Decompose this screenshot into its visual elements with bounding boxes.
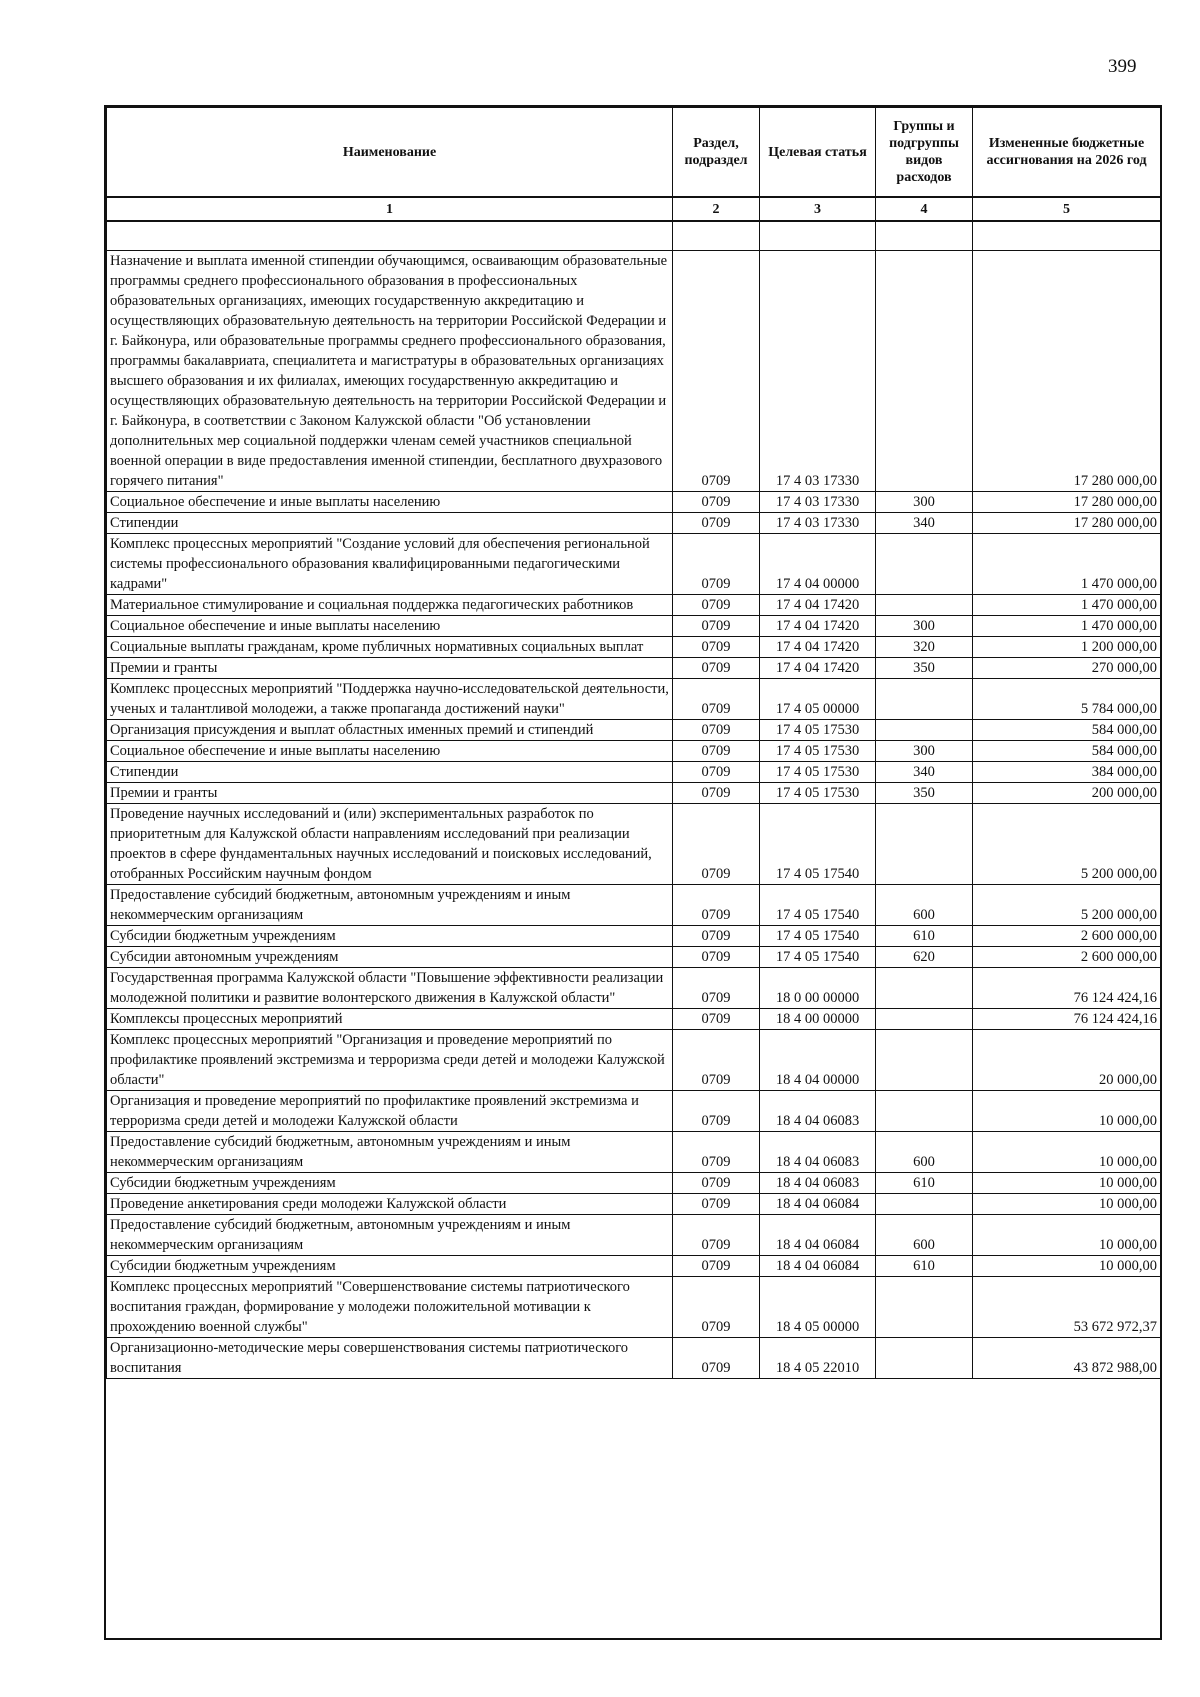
row-article: 17 4 05 17530 bbox=[760, 762, 876, 783]
row-name: Комплекс процессных мероприятий "Поддержка научно-исследовательской деятельности, ученых и талантливой молодежи, а также пропаганда достижений науки" bbox=[107, 679, 673, 720]
row-section: 0709 bbox=[673, 1091, 760, 1132]
header-name: Наименование bbox=[107, 108, 673, 198]
row-article: 18 4 04 06083 bbox=[760, 1091, 876, 1132]
row-amount: 2 600 000,00 bbox=[973, 947, 1161, 968]
row-group bbox=[876, 1194, 973, 1215]
row-section: 0709 bbox=[673, 1215, 760, 1256]
row-name: Материальное стимулирование и социальная поддержка педагогических работников bbox=[107, 595, 673, 616]
row-name: Комплекс процессных мероприятий "Совершенствование системы патриотического воспитания граждан, формирование у молодежи положительной мотивации к прохождению военной службы" bbox=[107, 1277, 673, 1338]
row-amount: 17 280 000,00 bbox=[973, 251, 1161, 492]
column-number: 4 bbox=[876, 197, 973, 221]
row-group bbox=[876, 720, 973, 741]
spacer-row bbox=[107, 221, 1161, 251]
row-article: 17 4 05 17530 bbox=[760, 783, 876, 804]
table-row bbox=[107, 783, 1161, 804]
column-number: 3 bbox=[760, 197, 876, 221]
row-section: 0709 bbox=[673, 1132, 760, 1173]
row-section: 0709 bbox=[673, 1030, 760, 1091]
table-row bbox=[107, 947, 1161, 968]
row-article: 17 4 05 17540 bbox=[760, 804, 876, 885]
row-amount: 10 000,00 bbox=[973, 1194, 1161, 1215]
row-name: Предоставление субсидий бюджетным, автономным учреждениям и иным некоммерческим организациям bbox=[107, 885, 673, 926]
table-row bbox=[107, 1338, 1161, 1379]
table-row bbox=[107, 1256, 1161, 1277]
row-amount: 1 200 000,00 bbox=[973, 637, 1161, 658]
row-article: 17 4 05 17540 bbox=[760, 947, 876, 968]
table-row bbox=[107, 1277, 1161, 1338]
row-group bbox=[876, 804, 973, 885]
row-article: 17 4 05 00000 bbox=[760, 679, 876, 720]
row-article: 17 4 03 17330 bbox=[760, 513, 876, 534]
row-section: 0709 bbox=[673, 720, 760, 741]
budget-table-frame bbox=[104, 105, 1162, 1640]
row-section: 0709 bbox=[673, 804, 760, 885]
row-section: 0709 bbox=[673, 947, 760, 968]
row-name: Субсидии автономным учреждениям bbox=[107, 947, 673, 968]
row-name: Проведение анкетирования среди молодежи Калужской области bbox=[107, 1194, 673, 1215]
row-group: 620 bbox=[876, 947, 973, 968]
row-group bbox=[876, 679, 973, 720]
row-amount: 76 124 424,16 bbox=[973, 968, 1161, 1009]
row-article: 18 4 04 06084 bbox=[760, 1215, 876, 1256]
row-article: 18 4 04 06083 bbox=[760, 1132, 876, 1173]
row-amount: 43 872 988,00 bbox=[973, 1338, 1161, 1379]
row-amount: 384 000,00 bbox=[973, 762, 1161, 783]
row-group bbox=[876, 1030, 973, 1091]
row-amount: 10 000,00 bbox=[973, 1173, 1161, 1194]
row-section: 0709 bbox=[673, 1009, 760, 1030]
row-section: 0709 bbox=[673, 1194, 760, 1215]
row-group: 610 bbox=[876, 1173, 973, 1194]
row-amount: 5 200 000,00 bbox=[973, 804, 1161, 885]
table-row bbox=[107, 616, 1161, 637]
row-name: Организация и проведение мероприятий по профилактике проявлений экстремизма и терроризма среди детей и молодежи Калужской области bbox=[107, 1091, 673, 1132]
row-group: 600 bbox=[876, 885, 973, 926]
row-section: 0709 bbox=[673, 595, 760, 616]
page-number: 399 bbox=[1108, 56, 1137, 77]
row-name: Социальное обеспечение и иные выплаты населению bbox=[107, 492, 673, 513]
table-row bbox=[107, 637, 1161, 658]
row-group: 340 bbox=[876, 762, 973, 783]
table-row bbox=[107, 885, 1161, 926]
row-article: 17 4 03 17330 bbox=[760, 251, 876, 492]
row-group bbox=[876, 1009, 973, 1030]
table-row bbox=[107, 1009, 1161, 1030]
row-group bbox=[876, 534, 973, 595]
table-row bbox=[107, 1173, 1161, 1194]
row-article: 18 0 00 00000 bbox=[760, 968, 876, 1009]
header-row bbox=[107, 108, 1161, 198]
row-article: 18 4 00 00000 bbox=[760, 1009, 876, 1030]
row-section: 0709 bbox=[673, 658, 760, 679]
row-name: Социальное обеспечение и иные выплаты населению bbox=[107, 741, 673, 762]
row-section: 0709 bbox=[673, 616, 760, 637]
table-row bbox=[107, 1030, 1161, 1091]
table-row bbox=[107, 595, 1161, 616]
row-name: Стипендии bbox=[107, 762, 673, 783]
row-article: 17 4 04 00000 bbox=[760, 534, 876, 595]
row-name: Государственная программа Калужской области "Повышение эффективности реализации молодежной политики и развитие волонтерского движения в Калужской области" bbox=[107, 968, 673, 1009]
row-group: 320 bbox=[876, 637, 973, 658]
row-article: 17 4 04 17420 bbox=[760, 637, 876, 658]
row-amount: 20 000,00 bbox=[973, 1030, 1161, 1091]
row-article: 17 4 05 17540 bbox=[760, 926, 876, 947]
header-groups: Группы и подгруппы видов расходов bbox=[876, 108, 973, 198]
header-section: Раздел, подраздел bbox=[673, 108, 760, 198]
row-section: 0709 bbox=[673, 534, 760, 595]
row-group: 300 bbox=[876, 616, 973, 637]
budget-table bbox=[106, 107, 1161, 1379]
row-article: 17 4 04 17420 bbox=[760, 658, 876, 679]
row-group: 300 bbox=[876, 492, 973, 513]
row-amount: 10 000,00 bbox=[973, 1215, 1161, 1256]
row-group: 350 bbox=[876, 658, 973, 679]
row-amount: 1 470 000,00 bbox=[973, 534, 1161, 595]
table-body bbox=[107, 221, 1161, 1379]
row-amount: 1 470 000,00 bbox=[973, 595, 1161, 616]
row-group bbox=[876, 968, 973, 1009]
row-article: 17 4 03 17330 bbox=[760, 492, 876, 513]
row-group bbox=[876, 595, 973, 616]
row-article: 17 4 05 17540 bbox=[760, 885, 876, 926]
table-row bbox=[107, 251, 1161, 492]
row-amount: 10 000,00 bbox=[973, 1256, 1161, 1277]
row-section: 0709 bbox=[673, 885, 760, 926]
table-row bbox=[107, 741, 1161, 762]
header-amount: Измененные бюджетные ассигнования на 2026 год bbox=[973, 108, 1161, 198]
row-group: 610 bbox=[876, 926, 973, 947]
row-article: 17 4 05 17530 bbox=[760, 741, 876, 762]
row-group: 340 bbox=[876, 513, 973, 534]
column-number: 1 bbox=[107, 197, 673, 221]
row-name: Предоставление субсидий бюджетным, автономным учреждениям и иным некоммерческим организациям bbox=[107, 1215, 673, 1256]
row-article: 18 4 04 06084 bbox=[760, 1194, 876, 1215]
row-section: 0709 bbox=[673, 1173, 760, 1194]
column-number-row bbox=[107, 197, 1161, 221]
row-section: 0709 bbox=[673, 741, 760, 762]
row-amount: 200 000,00 bbox=[973, 783, 1161, 804]
column-number: 5 bbox=[973, 197, 1161, 221]
row-name: Комплекс процессных мероприятий "Создание условий для обеспечения региональной системы профессионального образования квалифицированными педагогическими кадрами" bbox=[107, 534, 673, 595]
row-article: 18 4 04 06083 bbox=[760, 1173, 876, 1194]
column-number: 2 bbox=[673, 197, 760, 221]
row-amount: 5 784 000,00 bbox=[973, 679, 1161, 720]
row-article: 17 4 04 17420 bbox=[760, 616, 876, 637]
row-name: Организационно-методические меры совершенствования системы патриотического воспитания bbox=[107, 1338, 673, 1379]
row-amount: 10 000,00 bbox=[973, 1091, 1161, 1132]
row-section: 0709 bbox=[673, 492, 760, 513]
row-name: Комплексы процессных мероприятий bbox=[107, 1009, 673, 1030]
row-group: 600 bbox=[876, 1215, 973, 1256]
table-row bbox=[107, 968, 1161, 1009]
table-row bbox=[107, 1215, 1161, 1256]
row-section: 0709 bbox=[673, 637, 760, 658]
row-article: 18 4 05 22010 bbox=[760, 1338, 876, 1379]
row-section: 0709 bbox=[673, 251, 760, 492]
row-section: 0709 bbox=[673, 1277, 760, 1338]
table-row bbox=[107, 804, 1161, 885]
row-group bbox=[876, 251, 973, 492]
row-section: 0709 bbox=[673, 762, 760, 783]
row-amount: 10 000,00 bbox=[973, 1132, 1161, 1173]
table-row bbox=[107, 1091, 1161, 1132]
row-name: Субсидии бюджетным учреждениям bbox=[107, 1173, 673, 1194]
row-group bbox=[876, 1338, 973, 1379]
row-article: 18 4 04 06084 bbox=[760, 1256, 876, 1277]
row-name: Проведение научных исследований и (или) экспериментальных разработок по приоритетным для Калужской области направлениям исследований при реализации проектов в сфере фундаментальных научных исследований и поисковых исследований, отобранных Российским научным фондом bbox=[107, 804, 673, 885]
row-group: 600 bbox=[876, 1132, 973, 1173]
row-name: Предоставление субсидий бюджетным, автономным учреждениям и иным некоммерческим организациям bbox=[107, 1132, 673, 1173]
table-row bbox=[107, 534, 1161, 595]
row-section: 0709 bbox=[673, 1256, 760, 1277]
row-article: 17 4 05 17530 bbox=[760, 720, 876, 741]
row-article: 18 4 05 00000 bbox=[760, 1277, 876, 1338]
table-row bbox=[107, 926, 1161, 947]
row-name: Субсидии бюджетным учреждениям bbox=[107, 926, 673, 947]
table-row bbox=[107, 492, 1161, 513]
table-row bbox=[107, 658, 1161, 679]
row-name: Премии и гранты bbox=[107, 783, 673, 804]
row-name: Субсидии бюджетным учреждениям bbox=[107, 1256, 673, 1277]
row-amount: 270 000,00 bbox=[973, 658, 1161, 679]
row-section: 0709 bbox=[673, 513, 760, 534]
row-section: 0709 bbox=[673, 679, 760, 720]
row-amount: 2 600 000,00 bbox=[973, 926, 1161, 947]
row-amount: 5 200 000,00 bbox=[973, 885, 1161, 926]
row-name: Социальные выплаты гражданам, кроме публичных нормативных социальных выплат bbox=[107, 637, 673, 658]
row-name: Премии и гранты bbox=[107, 658, 673, 679]
table-row bbox=[107, 762, 1161, 783]
row-amount: 76 124 424,16 bbox=[973, 1009, 1161, 1030]
row-name: Комплекс процессных мероприятий "Организация и проведение мероприятий по профилактике проявлений экстремизма и терроризма среди детей и молодежи Калужской области" bbox=[107, 1030, 673, 1091]
row-section: 0709 bbox=[673, 1338, 760, 1379]
row-amount: 17 280 000,00 bbox=[973, 492, 1161, 513]
row-group bbox=[876, 1091, 973, 1132]
row-amount: 17 280 000,00 bbox=[973, 513, 1161, 534]
row-article: 18 4 04 00000 bbox=[760, 1030, 876, 1091]
row-section: 0709 bbox=[673, 783, 760, 804]
table-row bbox=[107, 1132, 1161, 1173]
row-name: Назначение и выплата именной стипендии обучающимся, осваивающим образовательные программы среднего профессионального образования в профессиональных образовательных организациях, имеющих государственную аккредитацию и осуществляющих образовательную деятельность на территории Российской Федерации и г. Байконура, или образовательные программы среднего профессионального образования, программы бакалавриата, специалитета и магистратуры в образовательных организациях высшего образования и их филиалах, имеющих государственную аккредитацию и осуществляющих образовательную деятельность на территории Российской Федерации и г. Байконура, в соответствии с Законом Калужской области "Об установлении дополнительных мер социальной поддержки членам семей участников специальной военной операции в виде предоставления именной стипендии, бесплатного двухразового горячего питания" bbox=[107, 251, 673, 492]
table-row bbox=[107, 679, 1161, 720]
row-group: 300 bbox=[876, 741, 973, 762]
table-row bbox=[107, 1194, 1161, 1215]
row-group: 350 bbox=[876, 783, 973, 804]
header-article: Целевая статья bbox=[760, 108, 876, 198]
table-row bbox=[107, 720, 1161, 741]
row-amount: 584 000,00 bbox=[973, 741, 1161, 762]
row-group bbox=[876, 1277, 973, 1338]
row-section: 0709 bbox=[673, 926, 760, 947]
row-name: Социальное обеспечение и иные выплаты населению bbox=[107, 616, 673, 637]
row-amount: 1 470 000,00 bbox=[973, 616, 1161, 637]
row-amount: 584 000,00 bbox=[973, 720, 1161, 741]
row-amount: 53 672 972,37 bbox=[973, 1277, 1161, 1338]
row-section: 0709 bbox=[673, 968, 760, 1009]
row-group: 610 bbox=[876, 1256, 973, 1277]
row-article: 17 4 04 17420 bbox=[760, 595, 876, 616]
table-row bbox=[107, 513, 1161, 534]
row-name: Стипендии bbox=[107, 513, 673, 534]
row-name: Организация присуждения и выплат областных именных премий и стипендий bbox=[107, 720, 673, 741]
